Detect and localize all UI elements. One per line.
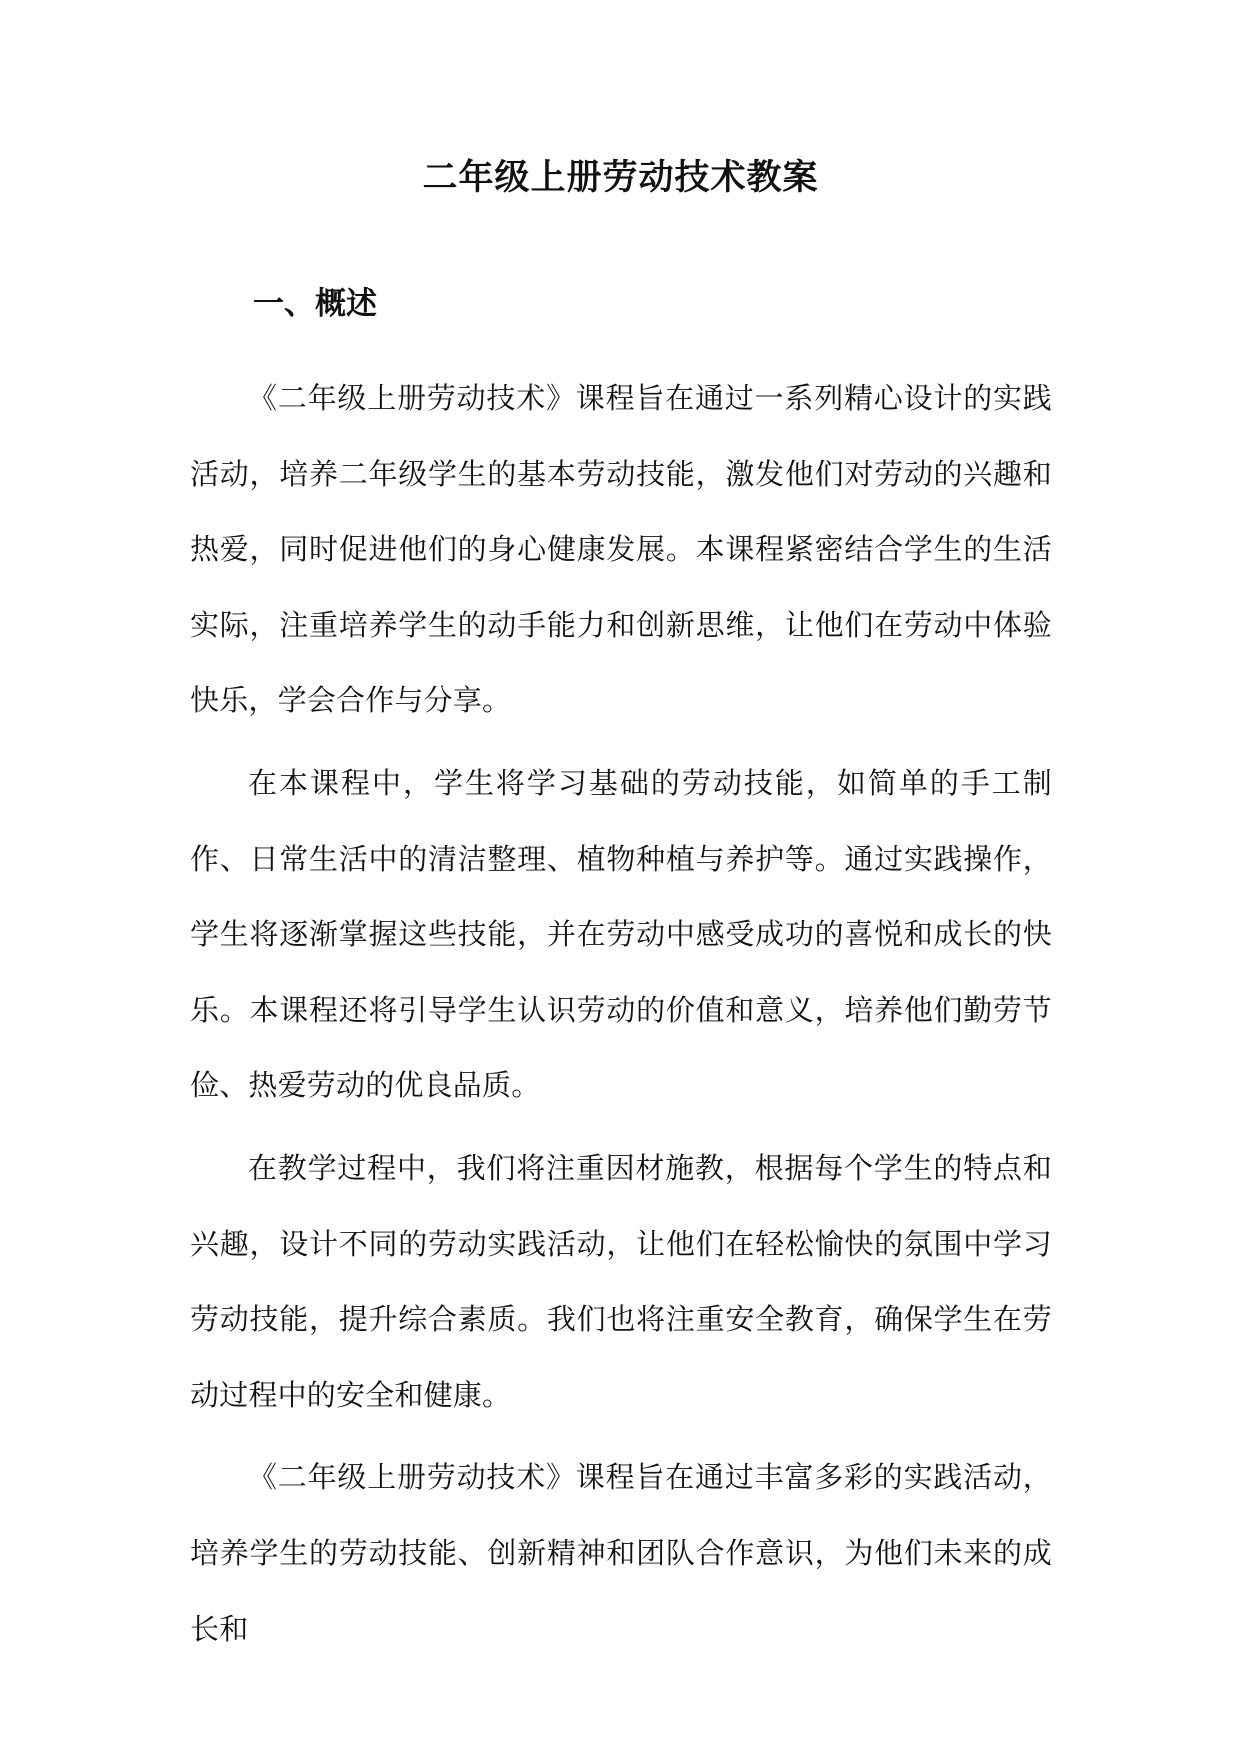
section-heading-overview: 一、概述 — [253, 286, 377, 322]
paragraph-3: 在教学过程中，我们将注重因材施教，根据每个学生的特点和兴趣，设计不同的劳动实践活动，让他们在轻松愉快的氛围中学习劳动技能，提升综合素质。我们也将注重安全教育，确保学生在劳动过程中的安全和健康。 — [190, 1150, 1052, 1412]
paragraph-4: 《二年级上册劳动技术》课程旨在通过丰富多彩的实践活动，培养学生的劳动技能、创新精神和团队合作意识，为他们未来的成长和 — [190, 1460, 1052, 1646]
paragraph-1: 《二年级上册劳动技术》课程旨在通过一系列精心设计的实践活动，培养二年级学生的基本劳动技能，激发他们对劳动的兴趣和热爱，同时促进他们的身心健康发展。本课程紧密结合学生的生活实际，注重培养学生的动手能力和创新思维，让他们在劳动中体验快乐，学会合作与分享。 — [190, 381, 1052, 718]
document-title: 二年级上册劳动技术教案 — [422, 158, 819, 198]
paragraph-2: 在本课程中，学生将学习基础的劳动技能，如简单的手工制作、日常生活中的清洁整理、植物种植与养护等。通过实践操作，学生将逐渐掌握这些技能，并在劳动中感受成功的喜悦和成长的快乐。本课程还将引导学生认识劳动的价值和意义，培养他们勤劳节俭、热爱劳动的优良品质。 — [190, 765, 1052, 1103]
document-body — [190, 361, 1052, 1674]
